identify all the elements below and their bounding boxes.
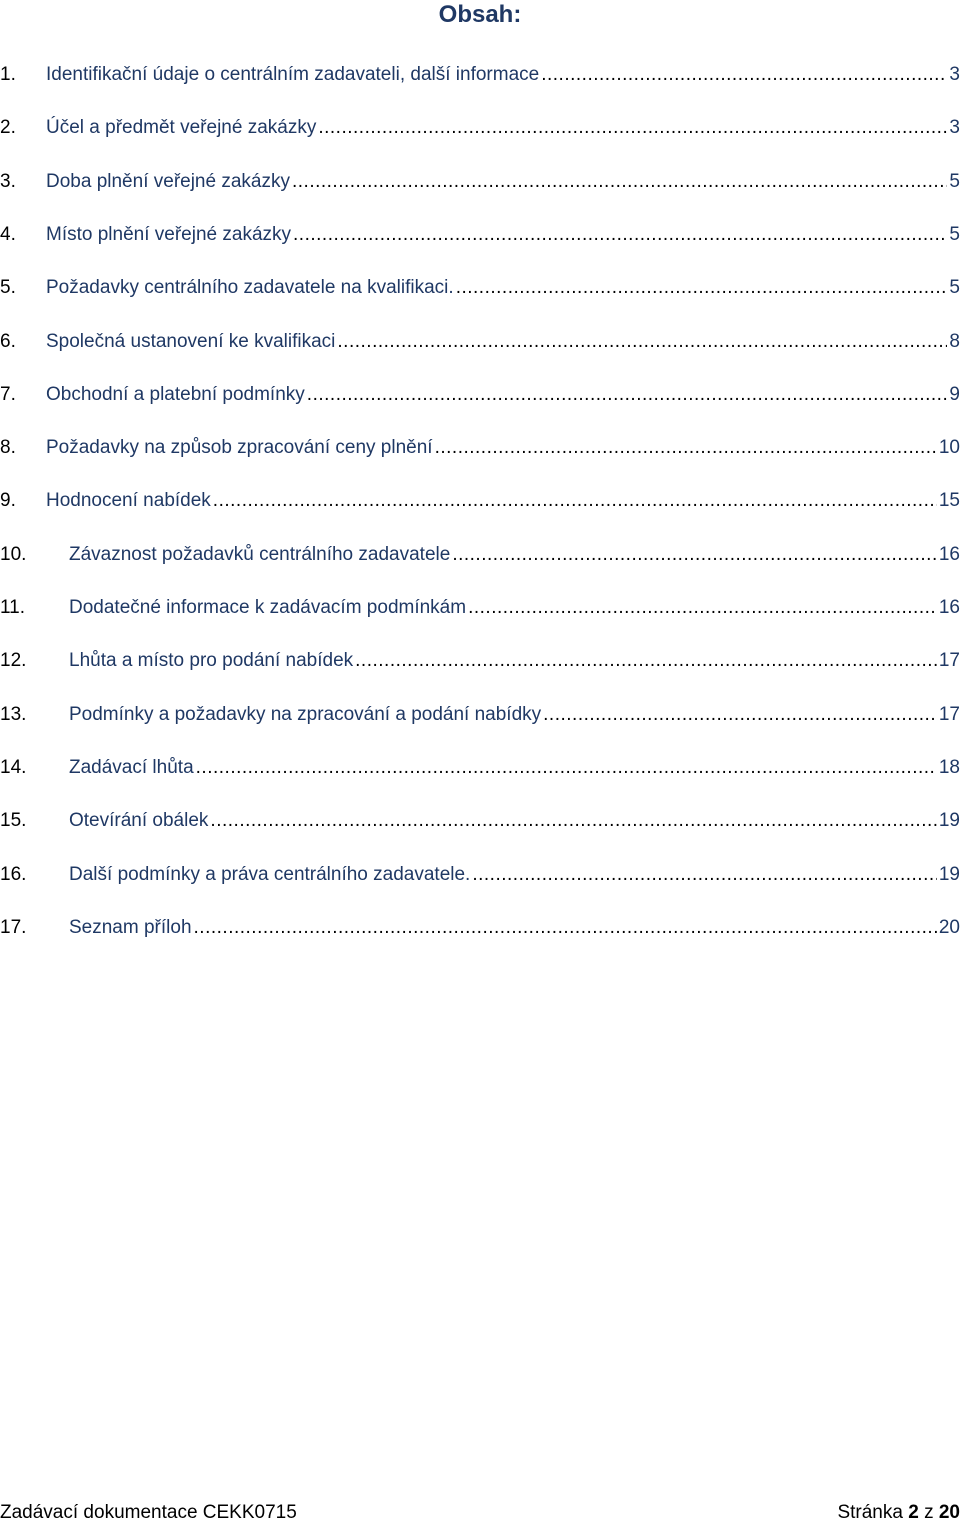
toc-entry-page: 17 <box>938 650 960 672</box>
footer-total-pages: 20 <box>938 1502 960 1523</box>
toc-entry[interactable] <box>0 804 960 838</box>
toc-entry-page: 16 <box>938 543 960 565</box>
toc-entry-number: 5. <box>0 277 16 299</box>
toc-entry-number: 2. <box>0 117 16 139</box>
page-footer <box>0 1498 960 1528</box>
toc-entry-number: 11. <box>0 597 26 618</box>
toc-entry-page: 16 <box>938 597 960 618</box>
toc-leader-dots <box>452 538 937 572</box>
toc-entry[interactable] <box>0 644 960 678</box>
toc-entry-number: 10. <box>0 543 27 565</box>
toc-leader-dots <box>318 111 947 145</box>
toc-leader-dots <box>456 271 948 305</box>
toc-entry[interactable] <box>0 58 960 92</box>
toc-entry[interactable] <box>0 111 960 145</box>
toc-entry-number: 15. <box>0 810 27 832</box>
toc-leader-dots <box>213 484 937 518</box>
footer-page-prefix: Stránka <box>837 1502 909 1523</box>
toc-entry-number: 13. <box>0 703 27 725</box>
toc-entry-number: 9. <box>0 490 16 512</box>
toc-entry[interactable] <box>0 431 960 465</box>
toc-entry[interactable] <box>0 911 960 945</box>
toc-entry[interactable] <box>0 538 960 572</box>
toc-leader-dots <box>337 325 947 359</box>
toc-entry-page: 18 <box>938 756 960 778</box>
toc-entry-label: Zadávací lhůta <box>69 756 194 778</box>
toc-entry-label: Seznam příloh <box>69 916 192 938</box>
toc-entry-number: 7. <box>0 383 16 405</box>
toc-entry-page: 3 <box>949 117 960 139</box>
toc-entry-label: Podmínky a požadavky na zpracování a podání nabídky <box>69 703 542 725</box>
toc-entry-label: Lhůta a místo pro podání nabídek <box>69 650 354 672</box>
toc-leader-dots <box>543 698 937 732</box>
toc-entry-label: Účel a předmět veřejné zakázky <box>46 117 317 139</box>
toc-entry-label: Hodnocení nabídek <box>46 490 211 512</box>
toc-leader-dots <box>468 591 937 625</box>
toc-leader-dots <box>307 378 948 412</box>
toc-entry[interactable] <box>0 325 960 359</box>
toc-entry-page: 3 <box>949 64 960 85</box>
toc-entry-number: 12. <box>0 650 27 672</box>
footer-page-counter <box>837 1498 960 1528</box>
toc-entry[interactable] <box>0 218 960 252</box>
toc-leader-dots <box>472 858 937 892</box>
toc-leader-dots <box>435 431 937 465</box>
toc-entry-number: 1. <box>0 64 16 85</box>
toc-leader-dots <box>210 804 936 838</box>
toc-entry-label: Společná ustanovení ke kvalifikaci <box>46 330 336 352</box>
toc-entry-number: 4. <box>0 223 16 245</box>
toc-entry-number: 16. <box>0 863 27 885</box>
toc-entry[interactable] <box>0 698 960 732</box>
footer-current-page: 2 <box>908 1502 919 1523</box>
toc-leader-dots <box>196 751 937 785</box>
toc-entry-label: Místo plnění veřejné zakázky <box>46 223 292 245</box>
toc-entry-page: 8 <box>949 330 960 352</box>
toc-entry[interactable] <box>0 271 960 305</box>
toc-entry-label: Další podmínky a práva centrálního zadavatele. <box>69 863 471 885</box>
toc-entry-page: 5 <box>949 170 960 192</box>
toc-leader-dots <box>541 58 947 92</box>
toc-entry[interactable] <box>0 751 960 785</box>
toc-entry-page: 19 <box>938 863 960 885</box>
toc-entry-page: 10 <box>938 437 960 459</box>
toc-leader-dots <box>355 644 937 678</box>
toc-entry[interactable] <box>0 378 960 412</box>
toc-entry-label: Dodatečné informace k zadávacím podmínkám <box>69 597 467 618</box>
toc-entry[interactable] <box>0 591 960 625</box>
toc-entry-label: Požadavky na způsob zpracování ceny plnění <box>46 437 433 459</box>
toc-entry-page: 19 <box>938 810 960 832</box>
toc-entry-label: Doba plnění veřejné zakázky <box>46 170 290 192</box>
toc-entry-page: 5 <box>949 223 960 245</box>
toc-entry-label: Požadavky centrálního zadavatele na kvalifikaci. <box>46 277 454 299</box>
toc-entry-number: 17. <box>0 916 27 938</box>
toc-entry[interactable] <box>0 165 960 199</box>
toc-entry-page: 5 <box>949 277 960 299</box>
toc-entry-number: 8. <box>0 437 16 459</box>
toc-entry-page: 15 <box>938 490 960 512</box>
toc-entry[interactable] <box>0 484 960 518</box>
footer-document-id: Zadávací dokumentace CEKK0715 <box>0 1502 297 1523</box>
toc-entry-page: 20 <box>938 916 960 938</box>
toc-entry[interactable] <box>0 858 960 892</box>
toc-entry-label: Identifikační údaje o centrálním zadavateli, další informace <box>46 64 540 85</box>
toc-entry-page: 17 <box>938 703 960 725</box>
toc-entry-number: 14. <box>0 756 27 778</box>
toc-entry-label: Závaznost požadavků centrálního zadavatele <box>69 543 451 565</box>
toc-entry-page: 9 <box>949 383 960 405</box>
page-title: Obsah: <box>438 1 522 28</box>
toc-leader-dots <box>194 911 937 945</box>
toc-entry-label: Otevírání obálek <box>69 810 209 832</box>
toc-entry-number: 6. <box>0 330 16 352</box>
toc-entry-number: 3. <box>0 170 16 192</box>
footer-page-separator: z <box>918 1502 939 1523</box>
toc-leader-dots <box>292 165 947 199</box>
toc-entry-label: Obchodní a platební podmínky <box>46 383 305 405</box>
toc-leader-dots <box>293 218 947 252</box>
